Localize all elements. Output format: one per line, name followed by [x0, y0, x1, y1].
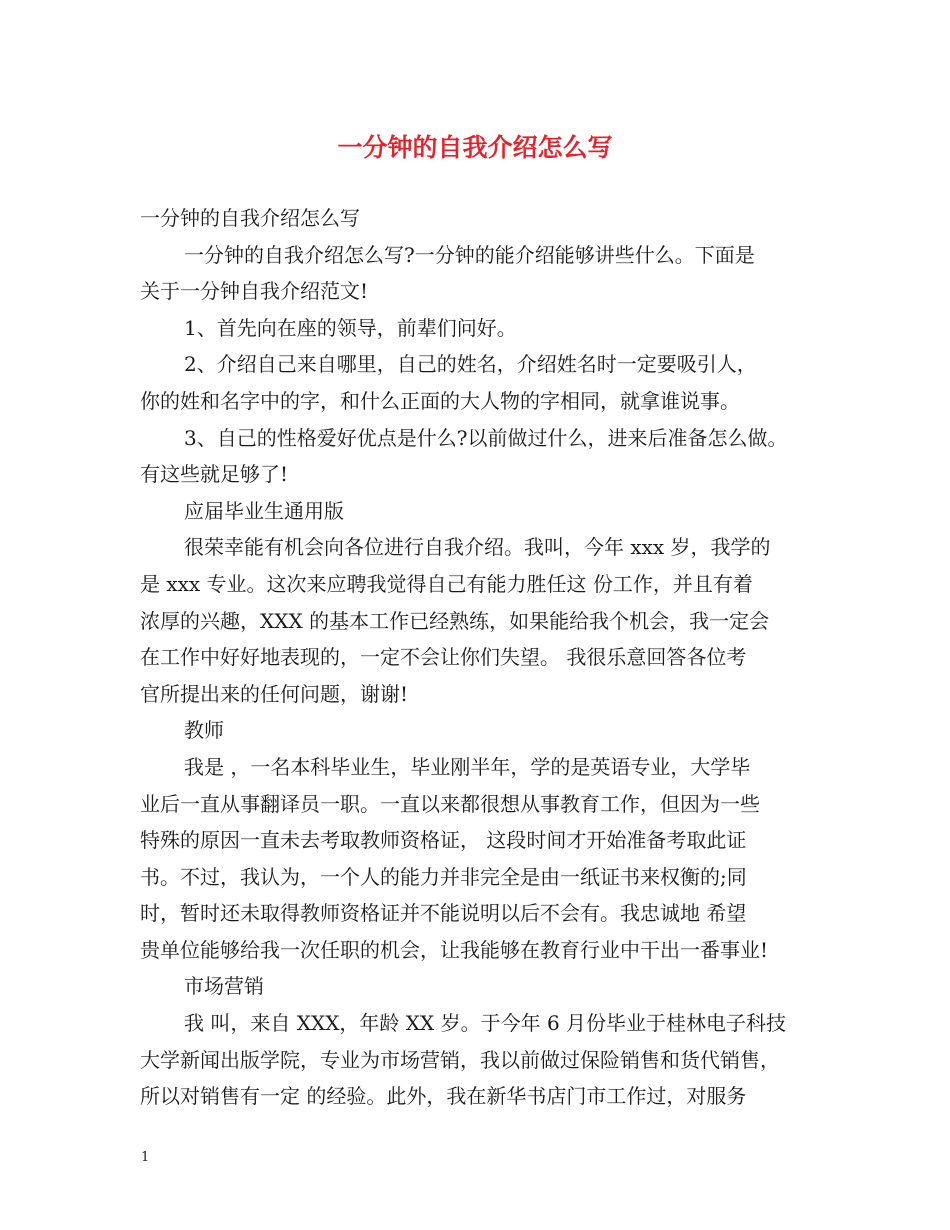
document-body	[140, 200, 820, 1115]
text-line: 一分钟的自我介绍怎么写	[140, 206, 360, 230]
page-number: 1	[141, 1150, 150, 1165]
text-line: 我 叫，来自 XXX，年龄 XX 岁。于今年 6 月份毕业于桂林电子科技	[184, 1011, 787, 1036]
text-line: 应届毕业生通用版	[184, 498, 344, 523]
text-line: 贵单位能够给我一次任职的机会，让我能够在教育行业中干出一番事业!	[140, 937, 769, 962]
text-line: 有这些就足够了!	[140, 462, 289, 487]
text-line: 你的姓和名字中的字，和什么正面的大人物的字相同，就拿谁说事。	[140, 388, 740, 413]
text-line: 书。不过，我认为，一个人的能力并非完全是由一纸证书来权衡的;同	[140, 864, 747, 889]
text-line: 市场营销	[184, 974, 264, 999]
text-line: 教师	[184, 718, 224, 743]
text-line: 1、首先向在座的领导，前辈们问好。	[184, 315, 517, 340]
text-line: 很荣幸能有机会向各位进行自我介绍。我叫，今年 xxx 岁，我学的	[184, 535, 771, 560]
text-line: 业后一直从事翻译员一职。一直以来都很想从事教育工作，但因为一些	[140, 791, 760, 816]
text-line: 大学新闻出版学院，专业为市场营销，我以前做过保险销售和货代销售，	[140, 1047, 780, 1072]
text-line: 是 xxx 专业。这次来应聘我觉得自己有能力胜任这 份工作，并且有着	[140, 571, 753, 596]
text-line: 在工作中好好地表现的，一定不会让你们失望。 我很乐意回答各位考	[140, 645, 747, 670]
text-line: 一分钟的自我介绍怎么写?一分钟的能介绍能够讲些什么。下面是	[184, 242, 755, 267]
text-line: 关于一分钟自我介绍范文!	[140, 279, 369, 304]
text-line: 所以对销售有一定 的经验。此外，我在新华书店门市工作过，对服务	[140, 1084, 747, 1109]
text-line: 3、自己的性格爱好优点是什么?以前做过什么，进来后准备怎么做。	[184, 425, 788, 450]
text-line: 2、介绍自己来自哪里，自己的姓名，介绍姓名时一定要吸引人，	[184, 352, 757, 377]
document-title: 一分钟的自我介绍怎么写	[337, 133, 613, 162]
text-line: 时，暂时还未取得教师资格证并不能说明以后不会有。我忠诚地 希望	[140, 901, 747, 926]
text-line: 浓厚的兴趣，XXX 的基本工作已经熟练，如果能给我个机会，我一定会	[140, 608, 770, 633]
text-line: 特殊的原因一直未去考取教师资格证， 这段时间才开始准备考取此证	[140, 828, 747, 853]
text-line: 官所提出来的任何问题，谢谢!	[140, 681, 409, 706]
text-line: 我是 ，一名本科毕业生，毕业刚半年，学的是英语专业，大学毕	[184, 754, 751, 779]
